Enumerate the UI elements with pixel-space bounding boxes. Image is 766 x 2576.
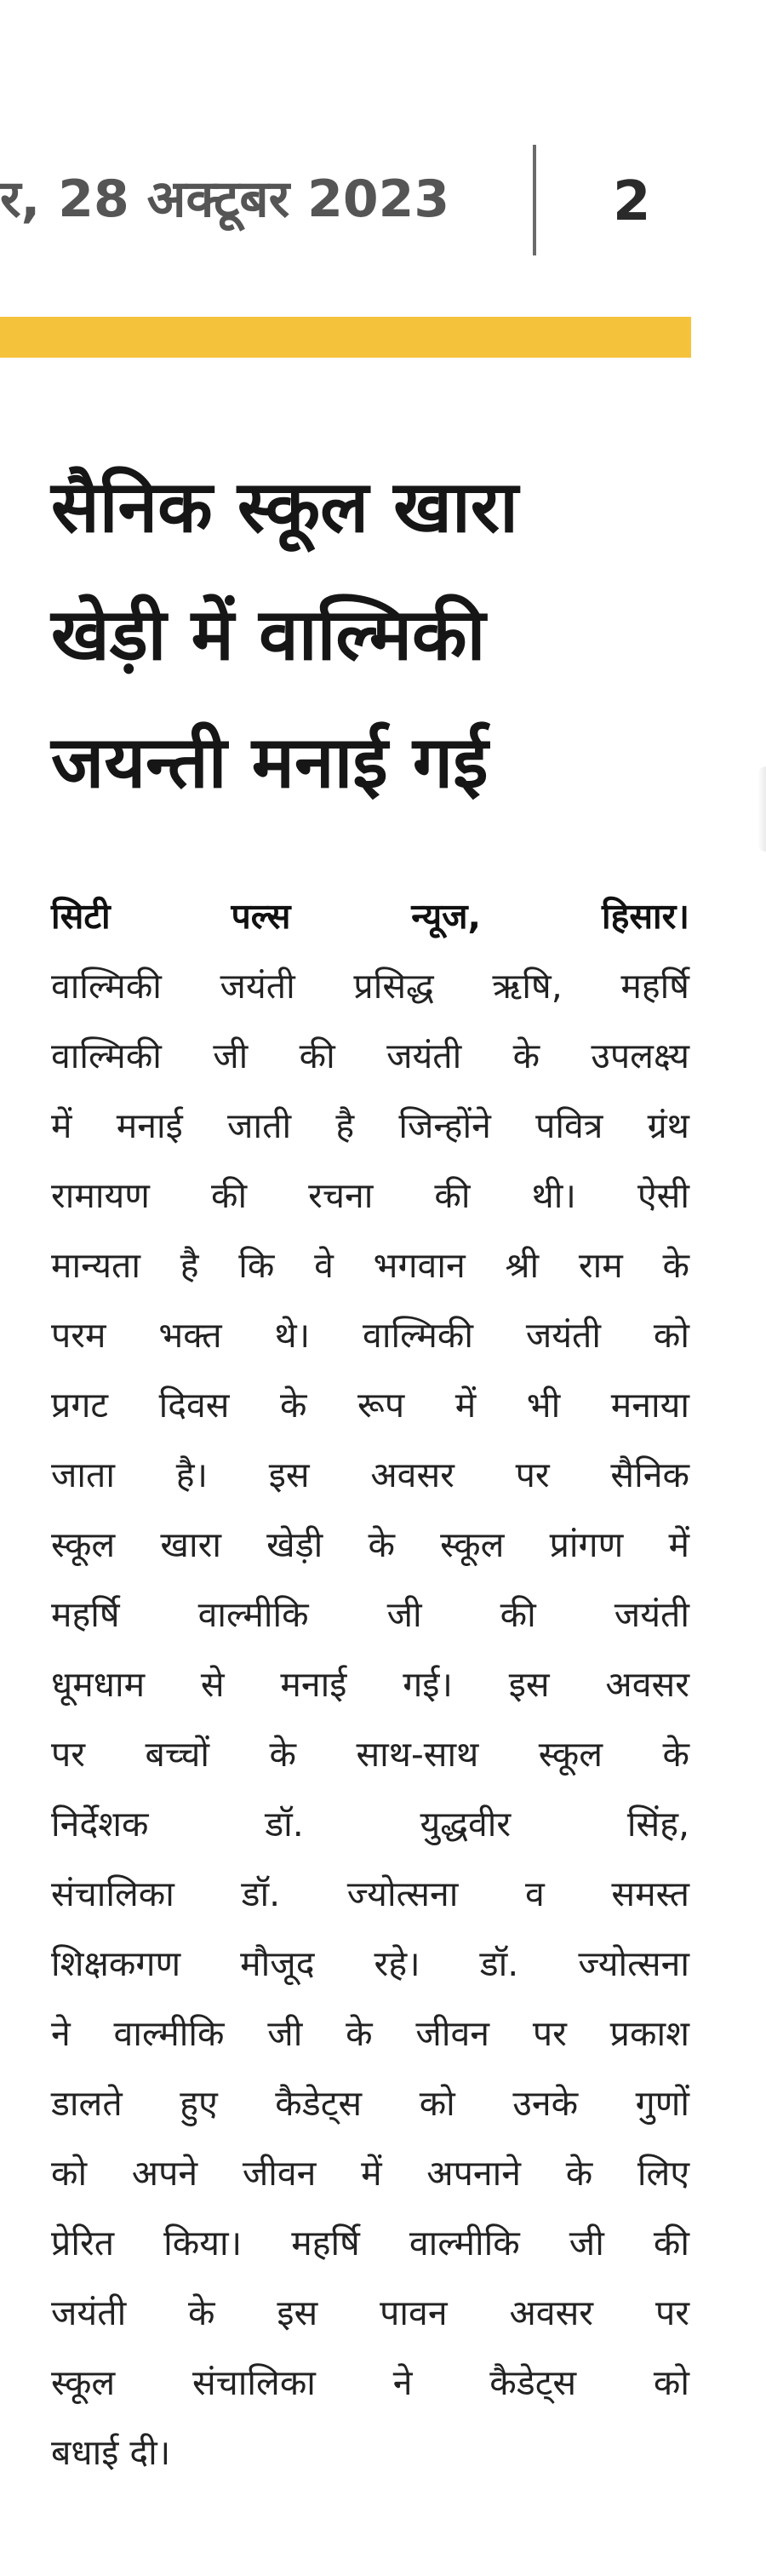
article-dateline: सिटी पल्स न्यूज, हिसार। bbox=[51, 896, 689, 937]
body-line-3: में मनाई जाती है जिन्होंने पवित्र ग्रंथ bbox=[51, 1105, 689, 1146]
body-line-11: धूमधाम से मनाई गई। इस अवसर bbox=[51, 1664, 689, 1705]
article-headline bbox=[51, 443, 698, 826]
body-line-10: महर्षि वाल्मीकि जी की जयंती bbox=[51, 1594, 689, 1635]
issue-date: र, 28 अक्टूबर 2023 bbox=[0, 169, 450, 229]
accent-bar bbox=[0, 317, 691, 358]
body-line-19: प्रेरित किया। महर्षि वाल्मीकि जी की bbox=[51, 2223, 689, 2263]
page-edge-shadow bbox=[757, 766, 766, 852]
body-line-7: प्रगट दिवस के रूप में भी मनाया bbox=[51, 1385, 689, 1426]
headline-line-1: सैनिक स्कूल खारा bbox=[51, 465, 518, 548]
body-line-20: जयंती के इस पावन अवसर पर bbox=[51, 2292, 689, 2333]
page-number: 2 bbox=[613, 170, 651, 233]
article-body bbox=[51, 881, 689, 2487]
body-line-17: डालते हुए कैडेट्स को उनके गुणों bbox=[51, 2083, 689, 2124]
masthead-divider bbox=[533, 145, 536, 255]
body-line-18: को अपने जीवन में अपनाने के लिए bbox=[51, 2153, 689, 2194]
body-line-9: स्कूल खारा खेड़ी के स्कूल प्रांगण में bbox=[51, 1524, 689, 1565]
body-line-1: वाल्मिकी जयंती प्रसिद्ध ऋषि, महर्षि bbox=[51, 966, 689, 1007]
body-line-16: ने वाल्मीकि जी के जीवन पर प्रकाश bbox=[51, 2013, 689, 2054]
body-line-5: मान्यता है कि वे भगवान श्री राम के bbox=[51, 1245, 689, 1286]
headline-line-2: खेड़ी में वाल्मिकी bbox=[51, 593, 486, 676]
body-line-2: वाल्मिकी जी की जयंती के उपलक्ष्य bbox=[51, 1036, 689, 1076]
body-line-14: संचालिका डॉ. ज्योत्सना व समस्त bbox=[51, 1873, 689, 1914]
body-line-22: बधाई दी। bbox=[51, 2432, 171, 2473]
body-line-13: निर्देशक डॉ. युद्धवीर सिंह, bbox=[51, 1804, 689, 1845]
headline-line-3: जयन्ती मनाई गई bbox=[51, 720, 489, 804]
masthead bbox=[0, 128, 698, 255]
body-line-12: पर बच्चों के साथ-साथ स्कूल के bbox=[51, 1734, 689, 1775]
body-line-8: जाता है। इस अवसर पर सैनिक bbox=[51, 1454, 689, 1495]
body-line-6: परम भक्त थे। वाल्मिकी जयंती को bbox=[51, 1315, 689, 1356]
body-line-4: रामायण की रचना की थी। ऐसी bbox=[51, 1175, 689, 1216]
body-line-21: स्कूल संचालिका ने कैडेट्स को bbox=[51, 2362, 689, 2403]
body-line-15: शिक्षकगण मौजूद रहे। डॉ. ज्योत्सना bbox=[51, 1943, 689, 1984]
